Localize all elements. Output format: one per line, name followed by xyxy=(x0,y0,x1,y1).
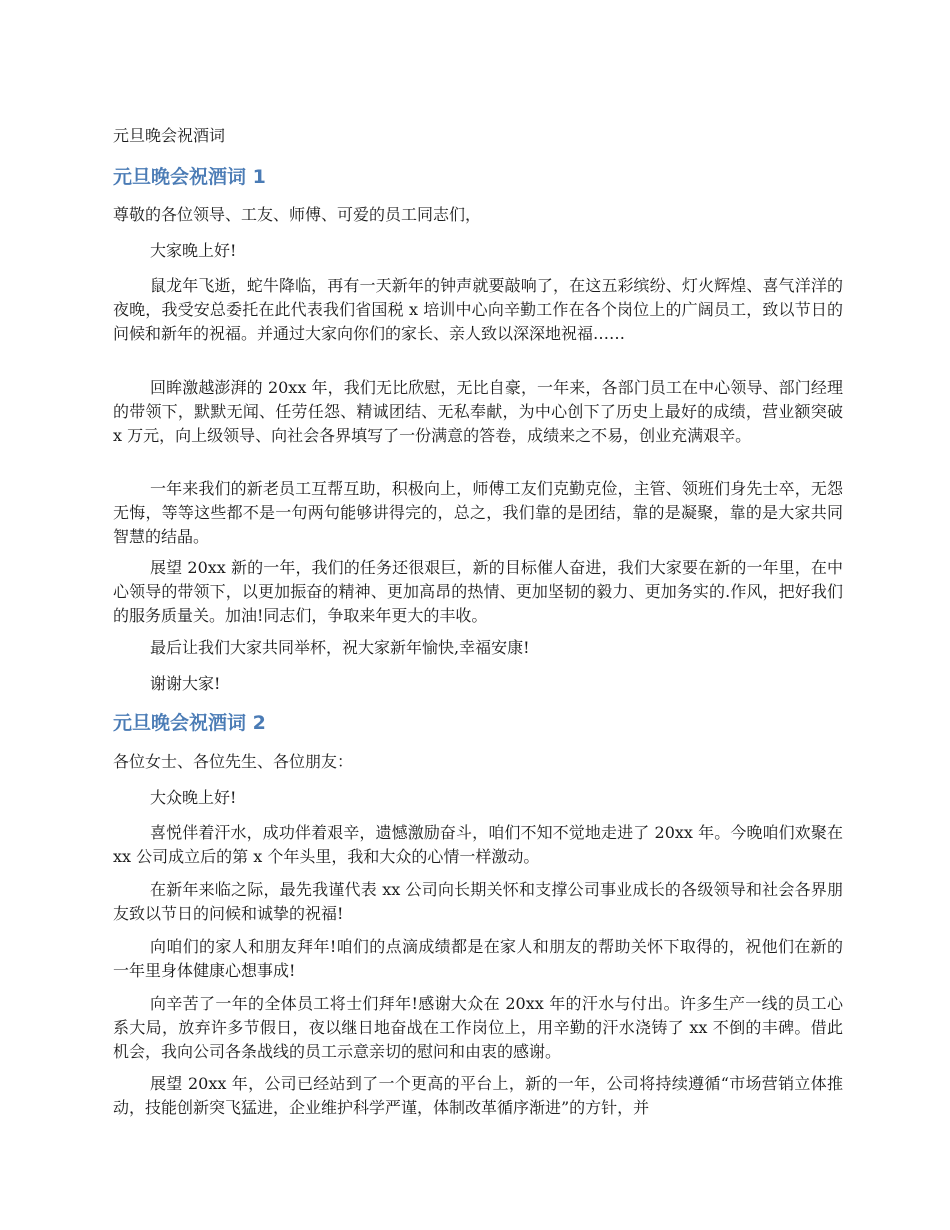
greeting: 大众晚上好! xyxy=(150,788,237,807)
salutation: 尊敬的各位领导、工友、师傅、可爱的员工同志们， xyxy=(113,205,482,224)
body-paragraph: 回眸激越澎湃的 20xx 年，我们无比欣慰，无比自豪，一年来，各部门员工在中心领导、部门经理的带领下，默默无闻、任劳任怨、精诚团结、无私奉献，为中心创下了历史上最好的成绩，营业额突破 x 万元，向上级领导、向社会各界填写了一份满意的答卷，成绩来之不易，创业充满艰辛。 xyxy=(113,378,843,445)
body-paragraph: 在新年来临之际，最先我谨代表 xx 公司向长期关怀和支撑公司事业成长的各级领导和社会各界朋友致以节日的问候和诚挚的祝福! xyxy=(113,880,843,923)
closing-toast: 最后让我们大家共同举杯，祝大家新年愉快,幸福安康! xyxy=(150,638,530,657)
body-paragraph: 展望 20xx 新的一年，我们的任务还很艰巨，新的目标催人奋进，我们大家要在新的一年里，在中心领导的带领下，以更加振奋的精神、更加高昂的热情、更加坚韧的毅力、更加务实的.作风，把好我们的服务质量关。加油!同志们，争取来年更大的丰收。 xyxy=(113,558,843,625)
body-paragraph: 向辛苦了一年的全体员工将士们拜年!感谢大众在 20xx 年的汗水与付出。许多生产一线的员工心系大局，放弃许多节假日，夜以继日地奋战在工作岗位上，用辛勤的汗水浇铸了 xx 不倒的丰碑。借此机会，我向公司各条战线的员工示意亲切的慰问和由衷的感谢。 xyxy=(113,994,843,1061)
salutation: 各位女士、各位先生、各位朋友： xyxy=(113,752,354,771)
section-heading-1: 元旦晚会祝酒词 1 xyxy=(113,166,266,188)
body-paragraph: 喜悦伴着汗水，成功伴着艰辛，遗憾激励奋斗，咱们不知不觉地走进了 20xx 年。今晚咱们欢聚在 xx 公司成立后的第 x 个年头里，我和大众的心情一样激动。 xyxy=(113,823,843,866)
closing-thanks: 谢谢大家! xyxy=(150,674,221,693)
body-paragraph: 向咱们的家人和朋友拜年!咱们的点滴成绩都是在家人和朋友的帮助关怀下取得的，祝他们在新的一年里身体健康心想事成! xyxy=(113,937,843,980)
document-title: 元旦晚会祝酒词 xyxy=(113,126,226,145)
body-paragraph: 鼠龙年飞逝，蛇牛降临，再有一天新年的钟声就要敲响了，在这五彩缤纷、灯火辉煌、喜气洋洋的夜晚，我受安总委托在此代表我们省国税 x 培训中心向辛勤工作在各个岗位上的广阔员工，致以节日的问候和新年的祝福。并通过大家向你们的家长、亲人致以深深地祝福…… xyxy=(113,276,843,343)
greeting: 大家晚上好! xyxy=(150,241,237,260)
section-heading-2: 元旦晚会祝酒词 2 xyxy=(113,712,266,734)
body-paragraph: 展望 20xx 年，公司已经站到了一个更高的平台上，新的一年，公司将持续遵循“市场营销立体推动，技能创新突飞猛进，企业维护科学严谨，体制改革循序渐进”的方针，并 xyxy=(113,1074,843,1117)
body-paragraph: 一年来我们的新老员工互帮互助，积极向上，师傅工友们克勤克俭，主管、领班们身先士卒，无怨无悔，等等这些都不是一句两句能够讲得完的，总之，我们靠的是团结，靠的是凝聚，靠的是大家共同智慧的结晶。 xyxy=(113,479,843,546)
